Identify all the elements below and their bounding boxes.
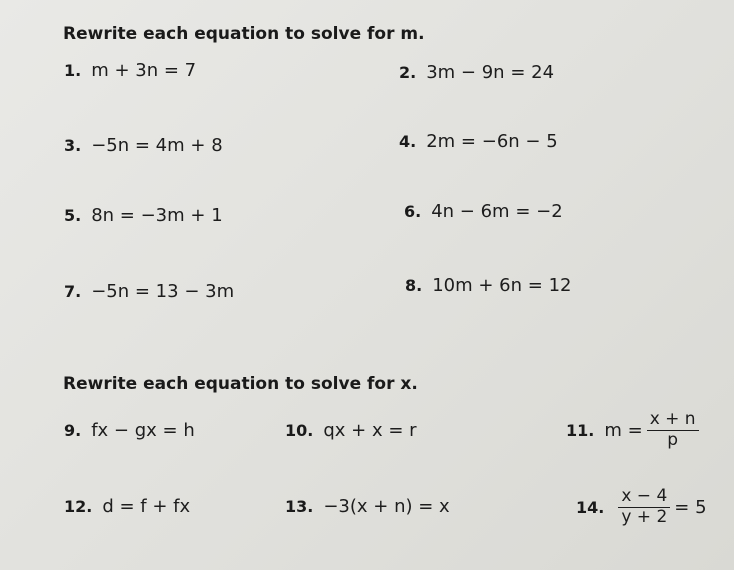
problem-8 bbox=[405, 275, 571, 296]
equation-rhs: = 5 bbox=[674, 496, 707, 518]
problem-number: 11. bbox=[566, 420, 595, 440]
problem-number: 10. bbox=[285, 421, 314, 440]
fraction bbox=[647, 411, 699, 450]
equation: qx + x = r bbox=[323, 420, 417, 441]
problem-number: 5. bbox=[64, 206, 82, 225]
problem-12 bbox=[64, 496, 190, 517]
problem-number: 3. bbox=[64, 136, 82, 155]
problem-5 bbox=[64, 205, 223, 226]
equation: −5n = 13 − 3m bbox=[91, 281, 235, 302]
fraction-denominator: y + 2 bbox=[621, 506, 668, 527]
equation: d = f + fx bbox=[102, 496, 191, 517]
equation: 2m = −6n − 5 bbox=[426, 131, 558, 152]
problem-number: 7. bbox=[64, 282, 82, 301]
equation: fx − gx = h bbox=[91, 420, 195, 441]
problem-11 bbox=[566, 411, 703, 450]
fraction-numerator: x + n bbox=[647, 411, 699, 431]
fraction-numerator: x − 4 bbox=[618, 488, 670, 508]
equation: 8n = −3m + 1 bbox=[91, 205, 223, 226]
fraction bbox=[618, 488, 670, 527]
problem-7 bbox=[64, 281, 234, 302]
problem-number: 9. bbox=[64, 421, 82, 440]
equation: 4n − 6m = −2 bbox=[431, 201, 563, 222]
problem-10 bbox=[285, 420, 417, 441]
equation: −5n = 4m + 8 bbox=[91, 135, 223, 156]
section1-heading: Rewrite each equation to solve for m. bbox=[63, 24, 425, 44]
equation-lhs: m = bbox=[604, 419, 643, 441]
problem-3 bbox=[64, 135, 223, 156]
problem-9 bbox=[64, 420, 195, 441]
equation: −3(x + n) = x bbox=[323, 496, 450, 517]
problem-4 bbox=[399, 131, 558, 152]
problem-number: 2. bbox=[399, 63, 417, 82]
equation: 3m − 9n = 24 bbox=[426, 62, 555, 83]
problem-number: 14. bbox=[576, 497, 605, 517]
fraction-denominator: p bbox=[667, 429, 679, 450]
equation: m + 3n = 7 bbox=[91, 60, 197, 81]
equation: 10m + 6n = 12 bbox=[432, 275, 572, 296]
problem-6 bbox=[404, 201, 563, 222]
problem-number: 4. bbox=[399, 132, 417, 151]
problem-number: 12. bbox=[64, 497, 93, 516]
problem-13 bbox=[285, 496, 450, 517]
problem-14 bbox=[576, 488, 707, 527]
problem-number: 6. bbox=[404, 202, 422, 221]
problem-number: 8. bbox=[405, 276, 423, 295]
problem-1 bbox=[64, 60, 196, 81]
problem-2 bbox=[399, 62, 554, 83]
problem-number: 13. bbox=[285, 497, 314, 516]
section2-heading: Rewrite each equation to solve for x. bbox=[63, 374, 418, 394]
problem-number: 1. bbox=[64, 61, 82, 80]
